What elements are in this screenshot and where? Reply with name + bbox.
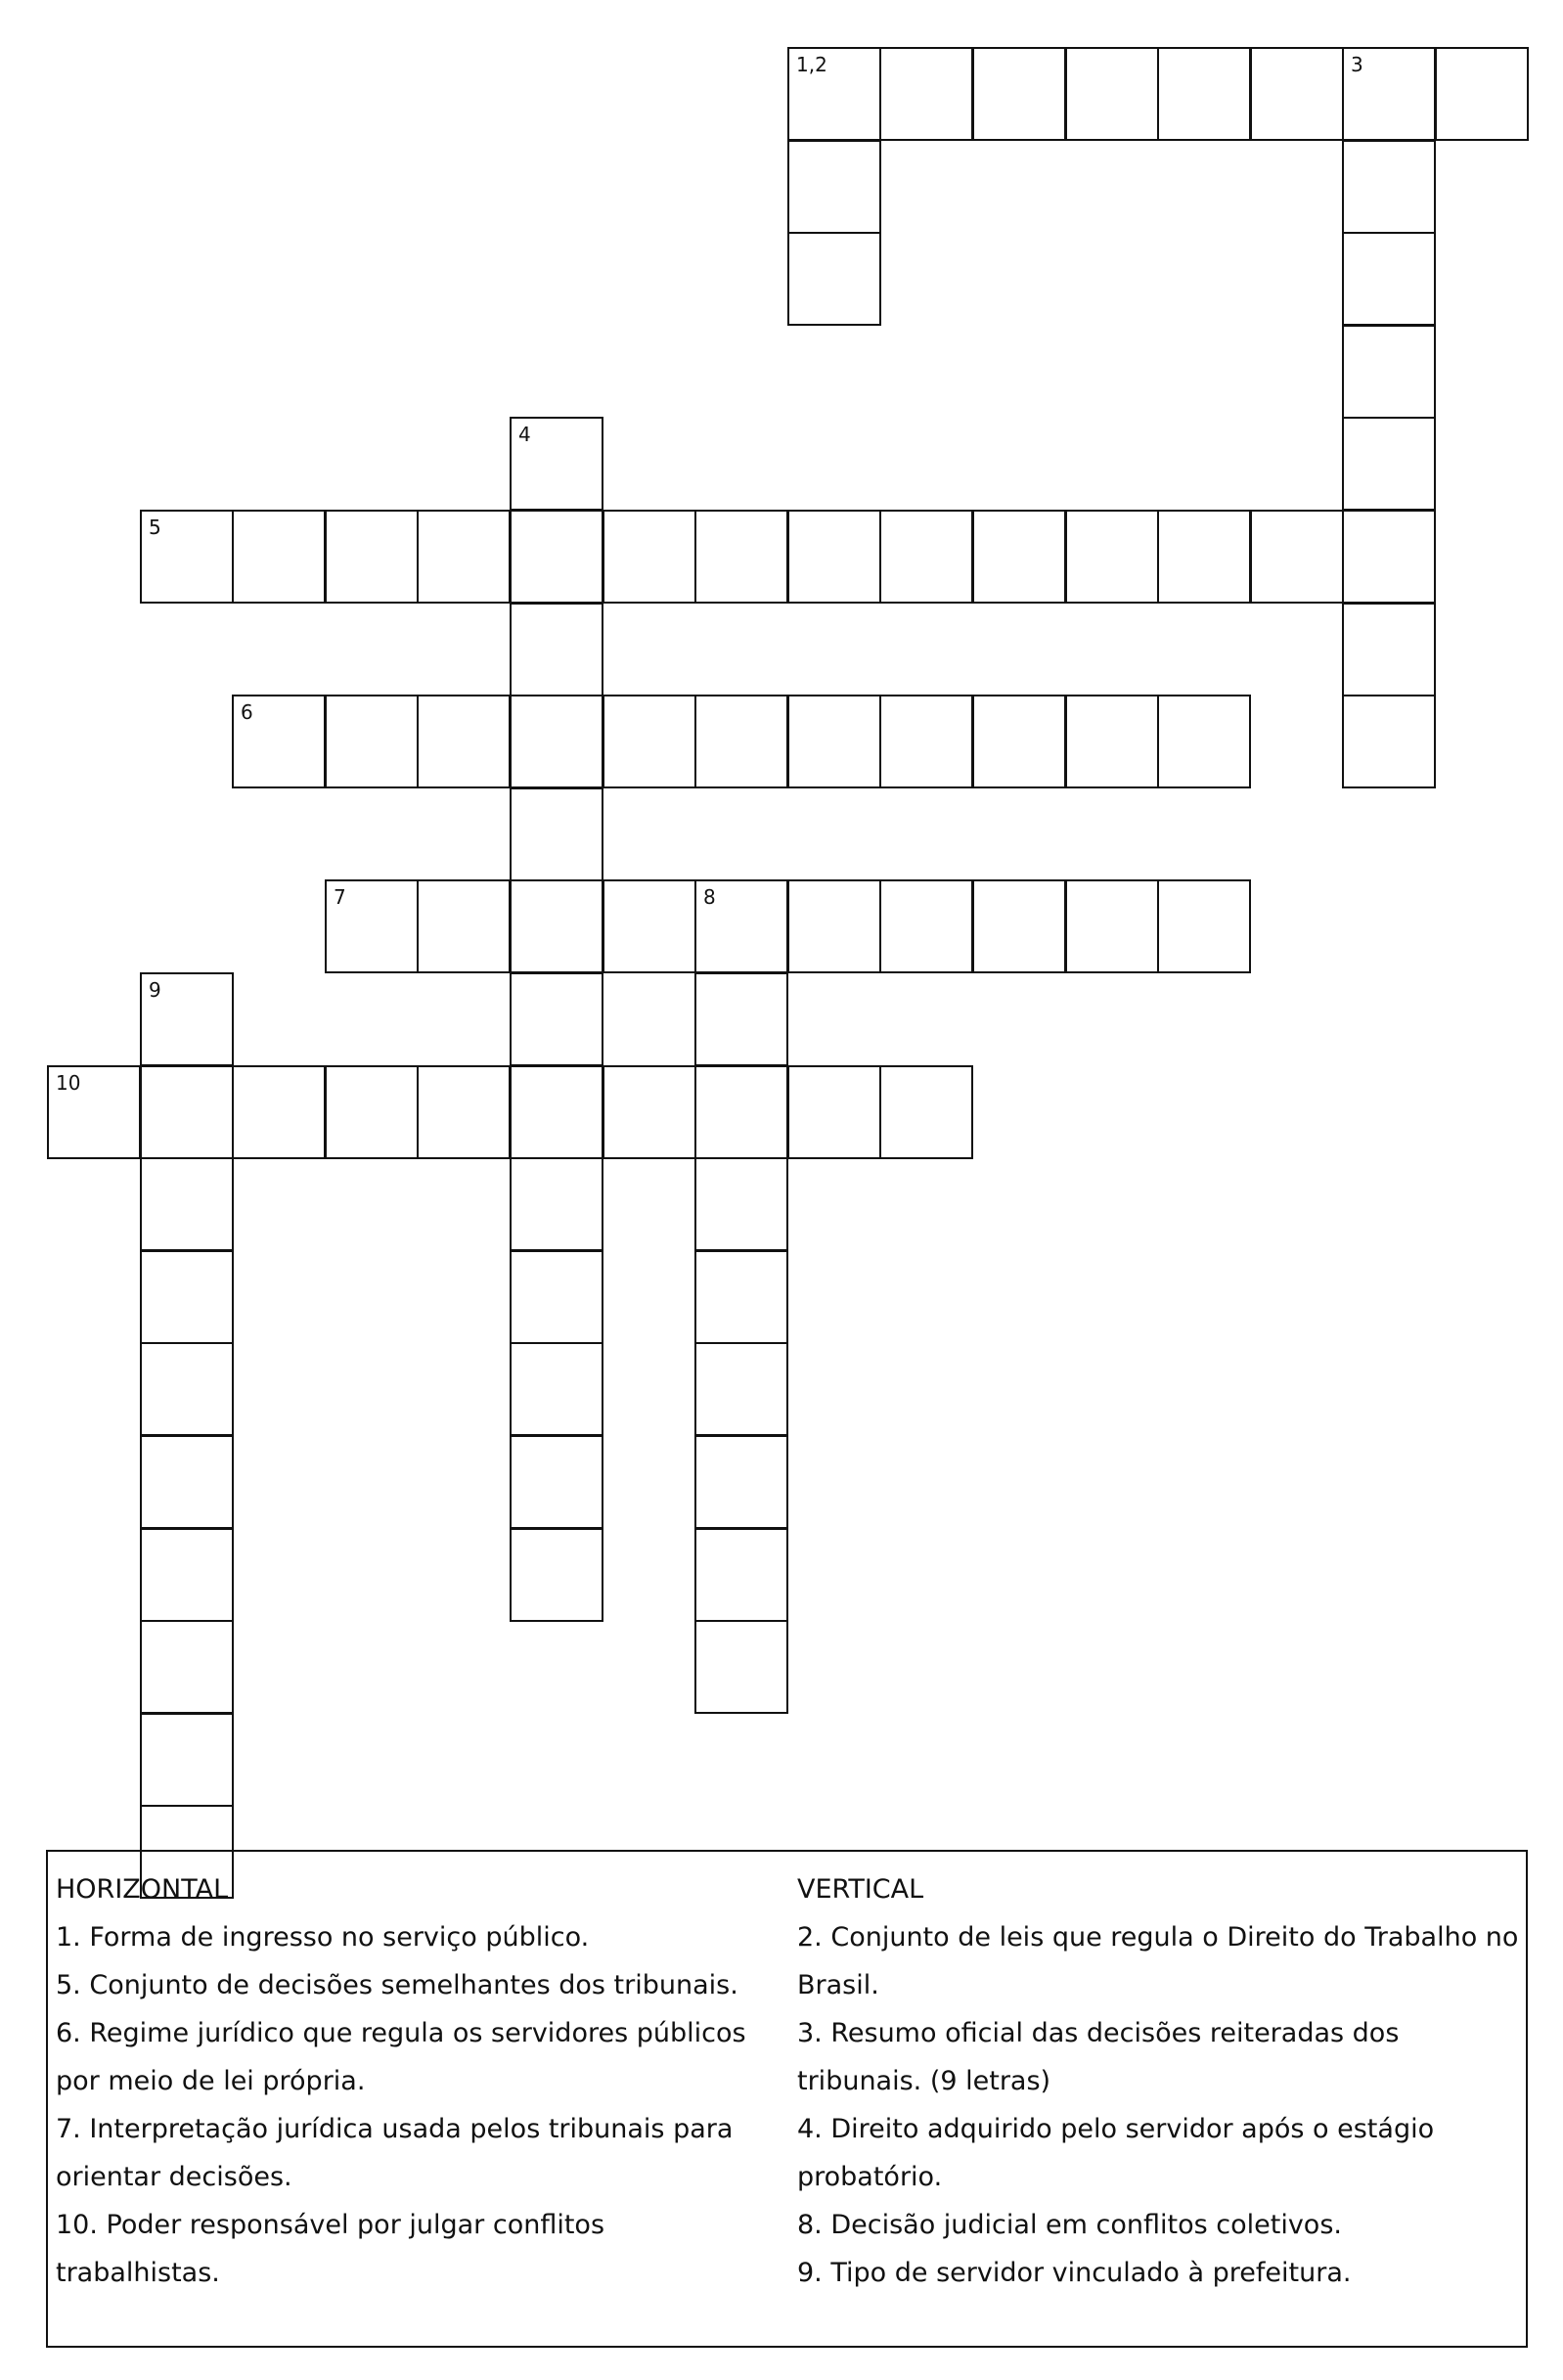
crossword-cell[interactable] <box>1342 417 1436 511</box>
clue-number: 3 <box>1351 53 1363 76</box>
clue-line: 5. Conjunto de decisões semelhantes dos tribunais. <box>56 1970 738 2000</box>
crossword-cell[interactable] <box>140 1065 234 1159</box>
crossword-cell[interactable] <box>140 1342 234 1436</box>
crossword-cell[interactable] <box>972 695 1066 788</box>
crossword-cell[interactable] <box>140 510 234 604</box>
clues-box <box>46 1850 1528 2348</box>
crossword-cell[interactable] <box>325 1065 419 1159</box>
crossword-cell[interactable] <box>694 879 788 973</box>
crossword-cell[interactable] <box>787 879 881 973</box>
crossword-cell[interactable] <box>879 47 973 141</box>
crossword-cell[interactable] <box>510 510 603 604</box>
crossword-cell[interactable] <box>510 417 603 511</box>
clue-number: 9 <box>149 978 161 1002</box>
crossword-cell[interactable] <box>879 879 973 973</box>
horizontal-clues <box>56 1865 780 2297</box>
crossword-cell[interactable] <box>232 695 326 788</box>
clue-line: Brasil. <box>797 1970 879 2000</box>
crossword-cell[interactable] <box>1157 510 1251 604</box>
crossword-cell[interactable] <box>787 510 881 604</box>
clue-line: 7. Interpretação jurídica usada pelos tribunais para <box>56 2114 734 2144</box>
crossword-cell[interactable] <box>140 972 234 1066</box>
clue-line: 10. Poder responsável por julgar conflitos <box>56 2210 605 2240</box>
crossword-cell[interactable] <box>879 695 973 788</box>
crossword-cell[interactable] <box>510 1342 603 1436</box>
clue-line: orientar decisões. <box>56 2162 292 2192</box>
crossword-cell[interactable] <box>1342 695 1436 788</box>
crossword-cell[interactable] <box>1342 325 1436 419</box>
crossword-cell[interactable] <box>694 1435 788 1529</box>
clue-line: 9. Tipo de servidor vinculado à prefeitura. <box>797 2258 1352 2288</box>
crossword-cell[interactable] <box>1342 603 1436 696</box>
crossword-cell[interactable] <box>972 47 1066 141</box>
crossword-cell[interactable] <box>787 47 881 141</box>
crossword-cell[interactable] <box>510 787 603 881</box>
crossword-cell[interactable] <box>510 879 603 973</box>
crossword-cell[interactable] <box>1250 510 1344 604</box>
clue-number: 1,2 <box>796 53 827 76</box>
crossword-cell[interactable] <box>694 1528 788 1622</box>
crossword-cell[interactable] <box>879 510 973 604</box>
crossword-cell[interactable] <box>510 1435 603 1529</box>
clue-line: 1. Forma de ingresso no serviço público. <box>56 1922 590 1953</box>
crossword-cell[interactable] <box>694 1342 788 1436</box>
crossword-cell[interactable] <box>417 510 511 604</box>
crossword-cell[interactable] <box>1065 510 1159 604</box>
crossword-cell[interactable] <box>1342 140 1436 234</box>
clue-number: 6 <box>241 700 253 724</box>
crossword-cell[interactable] <box>325 510 419 604</box>
clue-number: 8 <box>703 885 716 909</box>
crossword-cell[interactable] <box>694 510 788 604</box>
crossword-cell[interactable] <box>140 1250 234 1344</box>
crossword-cell[interactable] <box>972 510 1066 604</box>
crossword-cell[interactable] <box>232 510 326 604</box>
crossword-cell[interactable] <box>879 1065 973 1159</box>
horizontal-heading: HORIZONTAL <box>56 1874 229 1905</box>
clue-line: por meio de lei própria. <box>56 2066 366 2096</box>
crossword-cell[interactable] <box>140 1713 234 1807</box>
clue-number: 10 <box>56 1071 81 1095</box>
crossword-cell[interactable] <box>140 1620 234 1714</box>
crossword-cell[interactable] <box>603 879 696 973</box>
crossword-cell[interactable] <box>1065 695 1159 788</box>
crossword-cell[interactable] <box>1157 879 1251 973</box>
crossword-cell[interactable] <box>510 1528 603 1622</box>
clue-line: 4. Direito adquirido pelo servidor após o estágio <box>797 2114 1435 2144</box>
crossword-cell[interactable] <box>417 879 511 973</box>
crossword-cell[interactable] <box>510 972 603 1066</box>
crossword-cell[interactable] <box>510 1157 603 1251</box>
crossword-cell[interactable] <box>510 695 603 788</box>
crossword-cell[interactable] <box>325 879 419 973</box>
crossword-cell[interactable] <box>140 1157 234 1251</box>
clue-line: 6. Regime jurídico que regula os servidores públicos <box>56 2018 746 2048</box>
crossword-cell[interactable] <box>694 1250 788 1344</box>
clue-line: tribunais. (9 letras) <box>797 2066 1051 2096</box>
crossword-cell[interactable] <box>1250 47 1344 141</box>
clue-line: probatório. <box>797 2162 943 2192</box>
clue-number: 5 <box>149 516 161 539</box>
vertical-clues <box>797 1865 1519 2297</box>
crossword-cell[interactable] <box>140 1528 234 1622</box>
crossword-cell[interactable] <box>694 695 788 788</box>
crossword-cell[interactable] <box>325 695 419 788</box>
crossword-cell[interactable] <box>972 879 1066 973</box>
clue-number: 4 <box>518 423 531 446</box>
crossword-cell[interactable] <box>1342 232 1436 326</box>
vertical-heading: VERTICAL <box>797 1874 924 1905</box>
crossword-cell[interactable] <box>1065 879 1159 973</box>
clue-line: trabalhistas. <box>56 2258 220 2288</box>
crossword-cell[interactable] <box>1065 47 1159 141</box>
crossword-cell[interactable] <box>417 1065 511 1159</box>
clue-line: 3. Resumo oficial das decisões reiteradas dos <box>797 2018 1400 2048</box>
crossword-cell[interactable] <box>787 232 881 326</box>
crossword-cell[interactable] <box>510 1065 603 1159</box>
crossword-cell[interactable] <box>510 603 603 696</box>
crossword-cell[interactable] <box>47 1065 141 1159</box>
crossword-cell[interactable] <box>694 1157 788 1251</box>
crossword-cell[interactable] <box>232 1065 326 1159</box>
crossword-cell[interactable] <box>694 1065 788 1159</box>
crossword-cell[interactable] <box>1435 47 1529 141</box>
clue-line: 8. Decisão judicial em conflitos coletivos. <box>797 2210 1342 2240</box>
crossword-cell[interactable] <box>787 140 881 234</box>
crossword-cell[interactable] <box>1342 510 1436 604</box>
crossword-cell[interactable] <box>603 1065 696 1159</box>
crossword-cell[interactable] <box>694 1620 788 1714</box>
crossword-cell[interactable] <box>1342 47 1436 141</box>
crossword-cell[interactable] <box>787 695 881 788</box>
clue-line: 2. Conjunto de leis que regula o Direito do Trabalho no <box>797 1922 1519 1953</box>
crossword-cell[interactable] <box>140 1435 234 1529</box>
crossword-cell[interactable] <box>603 695 696 788</box>
crossword-cell[interactable] <box>1157 47 1251 141</box>
crossword-cell[interactable] <box>694 972 788 1066</box>
clue-number: 7 <box>334 885 346 909</box>
crossword-cell[interactable] <box>787 1065 881 1159</box>
crossword-cell[interactable] <box>417 695 511 788</box>
crossword-cell[interactable] <box>510 1250 603 1344</box>
crossword-cell[interactable] <box>1157 695 1251 788</box>
crossword-cell[interactable] <box>603 510 696 604</box>
